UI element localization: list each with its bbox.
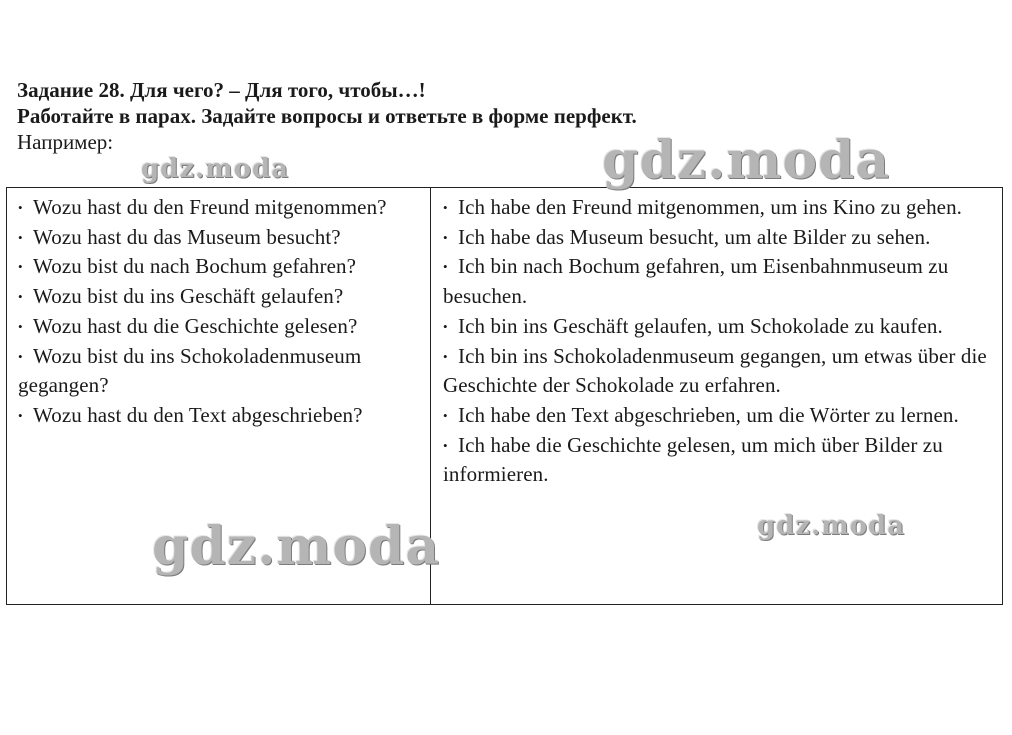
bullet-icon: •: [443, 318, 448, 334]
question-text: Wozu bist du ins Geschäft gelaufen?: [33, 284, 344, 309]
answer-item: [443, 312, 996, 342]
answer-text: Ich bin ins Schokoladenmuseum gegangen, um etwas über die Geschichte der Schokolade zu erfahren.: [443, 343, 987, 398]
watermark-logo: gdz.moda: [152, 516, 441, 577]
question-text: Wozu hast du den Text abgeschrieben?: [33, 402, 363, 427]
answer-item: [443, 252, 996, 311]
question-text: Wozu hast du die Geschichte gelesen?: [33, 313, 358, 338]
question-item: [18, 342, 424, 401]
bullet-icon: •: [443, 437, 448, 453]
answers-column: [431, 188, 1002, 604]
answer-text: Ich bin ins Geschäft gelaufen, um Schokolade zu kaufen.: [458, 313, 943, 338]
bullet-icon: •: [18, 200, 23, 215]
question-item: [18, 312, 424, 342]
answer-text: Ich bin nach Bochum gefahren, um Eisenbahnmuseum zu besuchen.: [443, 254, 949, 309]
bullet-icon: •: [443, 259, 448, 275]
question-item: [18, 401, 424, 431]
bullet-icon: •: [443, 229, 448, 245]
bullet-icon: •: [18, 289, 23, 305]
answer-item: [443, 401, 996, 431]
answer-text: Ich habe den Freund mitgenommen, um ins Kino zu gehen.: [458, 195, 963, 219]
task-instruction: Работайте в парах. Задайте вопросы и ответьте в форме перфект.: [17, 104, 637, 128]
watermark-logo: gdz.moda: [141, 154, 290, 184]
watermark-logo: gdz.moda: [757, 511, 906, 541]
question-item: [18, 223, 424, 253]
answer-item: [443, 431, 996, 490]
task-heading: [17, 77, 1007, 155]
bullet-icon: •: [18, 259, 23, 275]
answer-text: Ich habe den Text abgeschrieben, um die Wörter zu lernen.: [458, 402, 959, 427]
question-text: Wozu bist du nach Bochum gefahren?: [33, 254, 357, 279]
question-text: Wozu hast du das Museum besucht?: [33, 224, 341, 249]
answer-item: [443, 193, 996, 223]
bullet-icon: •: [443, 407, 448, 423]
answer-text: Ich habe das Museum besucht, um alte Bilder zu sehen.: [458, 224, 931, 249]
question-text: Wozu hast du den Freund mitgenommen?: [33, 195, 387, 219]
bullet-icon: •: [443, 348, 448, 364]
answer-item: [443, 223, 996, 253]
bullet-icon: •: [18, 229, 23, 245]
bullet-icon: •: [18, 407, 23, 423]
watermark-logo: gdz.moda: [602, 130, 891, 191]
question-text: Wozu bist du ins Schokoladenmuseum gegangen?: [18, 343, 362, 398]
question-item: [18, 193, 424, 223]
answer-text: Ich habe die Geschichte gelesen, um mich über Bilder zu informieren.: [443, 432, 943, 487]
answer-item: [443, 342, 996, 401]
bullet-icon: •: [18, 318, 23, 334]
task-title: Задание 28. Для чего? – Для того, чтобы…!: [17, 78, 426, 102]
example-label: Например:: [17, 130, 114, 154]
question-item: [18, 252, 424, 282]
bullet-icon: •: [443, 200, 448, 215]
bullet-icon: •: [18, 348, 23, 364]
question-item: [18, 282, 424, 312]
questions-column: [7, 188, 431, 604]
exercise-table: [6, 187, 1003, 605]
